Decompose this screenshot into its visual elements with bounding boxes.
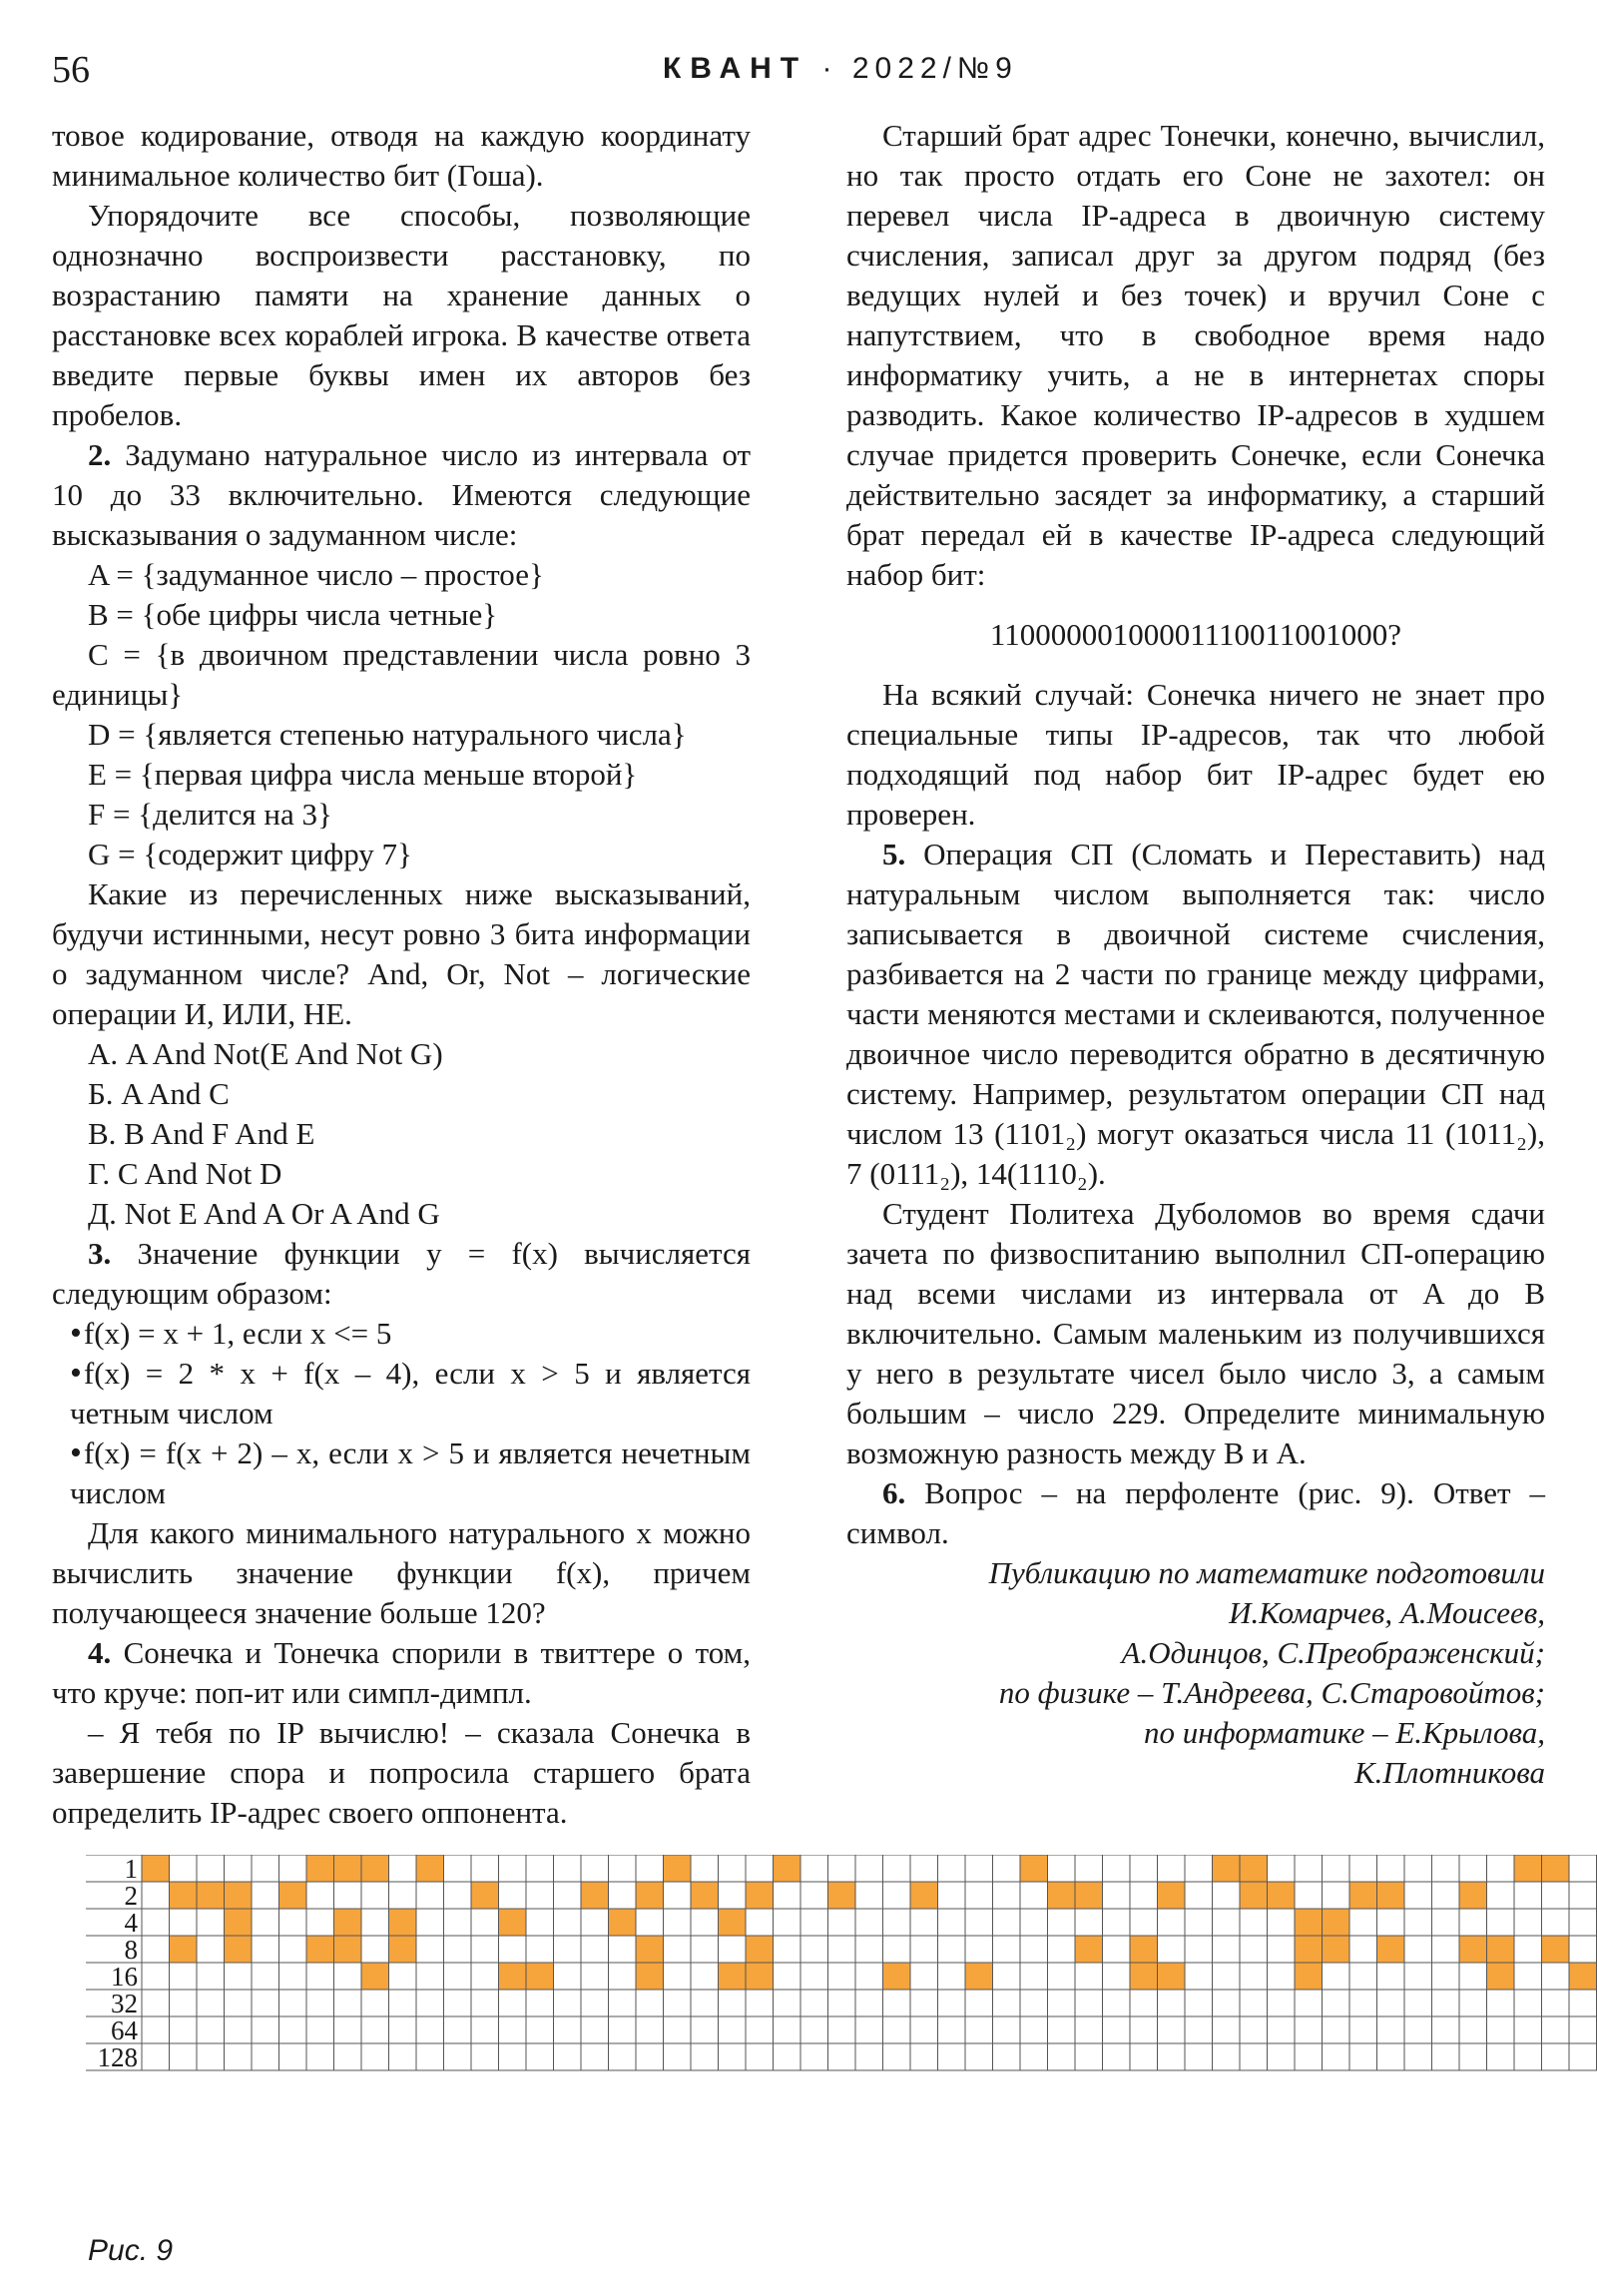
statement: D = {является степенью натурального числа} xyxy=(88,717,687,752)
punched-hole xyxy=(1542,1855,1570,1882)
punched-hole xyxy=(306,1855,334,1882)
statement: C = {в двоичном представлении числа ровно 3 единицы} xyxy=(52,637,751,712)
paragraph: На всякий случай: Сонечка ничего не знает про специальные типы IP-адресов, так что любой подходящий под набор бит IP-адрес будет ею проверен. xyxy=(846,677,1545,832)
credit-line: И.Комарчев, А.Моисеев, xyxy=(1229,1595,1545,1630)
credit-line: А.Одинцов, С.Преображенский; xyxy=(1121,1635,1545,1670)
punched-hole xyxy=(1268,1882,1296,1909)
punched-hole xyxy=(197,1882,225,1909)
credit-line: Публикацию по математике подготовили xyxy=(988,1555,1545,1590)
problem-number: 6. xyxy=(882,1475,906,1510)
row-label: 32 xyxy=(111,1989,138,2018)
punched-hole xyxy=(1048,1882,1076,1909)
problem-text: Задумано натуральное число из интервала от 10 до 33 включительно. Имеются следующие высказывания о задуманном числе: xyxy=(52,437,752,552)
row-label: 128 xyxy=(97,2042,138,2072)
problem-text: Сонечка и Тонечка спорили в твиттере о том, что круче: поп-ит или симпл-димпл. xyxy=(52,1635,752,1710)
row-label: 64 xyxy=(111,2015,138,2045)
punched-hole xyxy=(774,1855,801,1882)
page-header xyxy=(52,48,1549,98)
paragraph: Упорядочите все способы, позволяющие однозначно воспроизвести расстановку, по возрастанию памяти на хранение данных о расстановке всех кораблей игрока. В качестве ответа введите первые буквы имен их авторов без пробелов. xyxy=(52,198,751,432)
punched-hole xyxy=(1295,1963,1323,1990)
punched-hole xyxy=(746,1882,774,1909)
punched-hole xyxy=(719,1963,747,1990)
issue-number: 2022/№9 xyxy=(851,52,1018,85)
left-column xyxy=(52,116,751,1833)
statement: E = {первая цифра числа меньше второй} xyxy=(88,757,638,792)
punched-hole xyxy=(1487,1963,1515,1990)
statement: A = {задуманное число – простое} xyxy=(88,557,544,592)
punched-hole xyxy=(334,1909,362,1936)
punched-hole xyxy=(1459,1882,1487,1909)
option: В. B And F And E xyxy=(88,1116,315,1151)
punched-tape-figure xyxy=(86,1855,1597,2074)
punched-hole xyxy=(883,1963,911,1990)
problem-number: 4. xyxy=(88,1635,112,1670)
paragraph: – Я тебя по IP вычислю! – сказала Сонечка в завершение спора и попросила старшего брата определить IP-адрес своего оппонента. xyxy=(52,1715,751,1830)
bit-string: 11000000100001110011001000? xyxy=(989,617,1402,652)
statement: F = {делится на 3} xyxy=(88,797,332,832)
punched-hole xyxy=(1213,1855,1241,1882)
punched-hole xyxy=(471,1882,499,1909)
punched-hole xyxy=(910,1882,938,1909)
option: Г. C And Not D xyxy=(88,1156,282,1191)
punched-hole xyxy=(1323,1909,1350,1936)
punched-hole xyxy=(499,1909,527,1936)
problem-number: 3. xyxy=(88,1236,112,1271)
row-label: 1 xyxy=(124,1855,138,1884)
punched-hole xyxy=(719,1909,747,1936)
paragraph: Для какого минимального натурального x можно вычислить значение функции f(x), причем получающееся значение больше 120? xyxy=(52,1515,751,1630)
problem-text: Операция СП (Сломать и Переставить) над натуральным числом выполняется так: число записывается в двоичной системе счисления, разбивается на 2 части по границе между цифрами, части меняются местами и склеиваются, полученное двоичное число переводится обратно в десятичную систему. Например, результатом операции СП над числом 13 (1101₂) могут оказаться числа 11 (1011₂), 7 (0111₂), 14(1110₂). xyxy=(846,837,1545,1191)
punched-hole xyxy=(636,1882,664,1909)
problem-text: Вопрос – на перфоленте (рис. 9). Ответ – символ. xyxy=(846,1475,1545,1550)
paragraph: товое кодирование, отводя на каждую координату минимальное количество бит (Гоша). xyxy=(52,118,751,193)
credit-line: по информатике – Е.Крылова, xyxy=(1143,1715,1545,1750)
punched-hole xyxy=(142,1855,170,1882)
bullet-item: • f(x) = f(x + 2) – x, если x > 5 и является нечетным числом xyxy=(52,1434,751,1513)
punched-hole xyxy=(746,1936,774,1963)
punched-hole xyxy=(636,1963,664,1990)
punched-hole xyxy=(1295,1909,1323,1936)
punched-hole xyxy=(1130,1963,1158,1990)
punched-hole xyxy=(1075,1936,1103,1963)
paragraph: Старший брат адрес Тонечки, конечно, вычислил, но так просто отдать его Соне не захотел: он перевел числа IP-адреса в двоичную систему счисления, записал друг за другом подряд (без ведущих нулей и без точек) и вручил Соне с напутствием, что в свободное время надо информатику учить, а не в интернетах споры разводить. Какое количество IP-адресов в худшем случае придется проверить Сонечке, если Сонечка действительно засядет за информатику, а старший брат передал ей в качестве IP-адреса следующий набор бит: xyxy=(846,118,1545,592)
punched-hole xyxy=(1158,1882,1186,1909)
punched-hole xyxy=(499,1963,527,1990)
punched-hole xyxy=(664,1855,692,1882)
credit-line: К.Плотникова xyxy=(1354,1755,1545,1790)
header-separator: · xyxy=(821,52,838,85)
punched-hole xyxy=(636,1936,664,1963)
problem-4 xyxy=(52,1633,751,1713)
punched-hole xyxy=(746,1963,774,1990)
figure-caption: Рис. 9 xyxy=(88,2234,174,2267)
option: Б. A And C xyxy=(88,1076,230,1111)
punched-hole xyxy=(334,1855,362,1882)
punched-hole xyxy=(170,1882,198,1909)
punched-hole xyxy=(1459,1936,1487,1963)
punched-hole xyxy=(1240,1855,1268,1882)
credit-line: по физике – Т.Андреева, С.Старовойтов; xyxy=(998,1675,1545,1710)
statement: G = {содержит цифру 7} xyxy=(88,837,412,871)
problem-2 xyxy=(52,435,751,555)
problem-number: 5. xyxy=(882,837,906,871)
punched-hole xyxy=(1240,1882,1268,1909)
punched-hole xyxy=(1323,1936,1350,1963)
punched-hole xyxy=(1487,1936,1515,1963)
row-label: 4 xyxy=(124,1908,138,1938)
punched-hole xyxy=(306,1936,334,1963)
punched-hole xyxy=(389,1936,417,1963)
punched-hole xyxy=(225,1909,253,1936)
problem-3 xyxy=(52,1234,751,1314)
punched-hole xyxy=(1349,1882,1377,1909)
punched-hole xyxy=(1130,1936,1158,1963)
paragraph: Студент Политеха Дуболомов во время сдачи зачета по физвоспитанию выполнил СП-операцию над всеми числами из интервала от A до B включительно. Самым маленьким из получившихся у него в результате чисел было число 3, а самым большим – число 229. Определите минимальную возможную разность между B и A. xyxy=(846,1196,1545,1470)
right-column xyxy=(846,116,1545,1793)
punched-hole xyxy=(361,1855,389,1882)
problem-text: Значение функции y = f(x) вычисляется следующим образом: xyxy=(52,1236,752,1311)
punched-hole xyxy=(334,1936,362,1963)
punched-hole xyxy=(1569,1963,1597,1990)
credits xyxy=(846,1553,1545,1793)
journal-title xyxy=(663,52,1018,86)
paragraph: Какие из перечисленных ниже высказываний, будучи истинными, несут ровно 3 бита информации о задуманном числе? And, Or, Not – логические операции И, ИЛИ, НЕ. xyxy=(52,876,751,1031)
bullet-item: • f(x) = x + 1, если x <= 5 xyxy=(52,1314,751,1354)
punched-hole xyxy=(170,1936,198,1963)
punched-hole xyxy=(416,1855,444,1882)
punched-hole xyxy=(389,1909,417,1936)
punched-hole xyxy=(1075,1882,1103,1909)
journal-name: КВАНТ xyxy=(663,52,808,85)
punched-hole xyxy=(828,1882,856,1909)
statement: B = {обе цифры числа четные} xyxy=(88,597,498,632)
punched-hole xyxy=(965,1963,993,1990)
punched-hole xyxy=(1377,1936,1405,1963)
problem-number: 2. xyxy=(88,437,112,472)
punched-hole xyxy=(526,1963,554,1990)
punched-hole xyxy=(1158,1963,1186,1990)
problem-5 xyxy=(846,835,1545,1194)
punched-hole xyxy=(1377,1882,1405,1909)
row-label: 8 xyxy=(124,1935,138,1965)
page-number: 56 xyxy=(52,49,90,91)
punched-hole xyxy=(225,1936,253,1963)
punched-hole xyxy=(225,1882,253,1909)
problem-6 xyxy=(846,1473,1545,1553)
punched-hole xyxy=(581,1882,609,1909)
punched-hole xyxy=(361,1963,389,1990)
punched-hole xyxy=(279,1882,307,1909)
punched-hole xyxy=(1020,1855,1048,1882)
punched-hole xyxy=(609,1909,637,1936)
row-label: 2 xyxy=(124,1881,138,1911)
punched-hole xyxy=(1295,1936,1323,1963)
option: А. A And Not(E And Not G) xyxy=(88,1036,443,1071)
punched-hole xyxy=(1542,1936,1570,1963)
row-label: 16 xyxy=(111,1962,138,1992)
punched-hole xyxy=(1514,1855,1542,1882)
bullet-item: • f(x) = 2 * x + f(x – 4), если x > 5 и является четным числом xyxy=(52,1354,751,1434)
punched-hole xyxy=(691,1882,719,1909)
option: Д. Not E And A Or A And G xyxy=(88,1196,440,1231)
